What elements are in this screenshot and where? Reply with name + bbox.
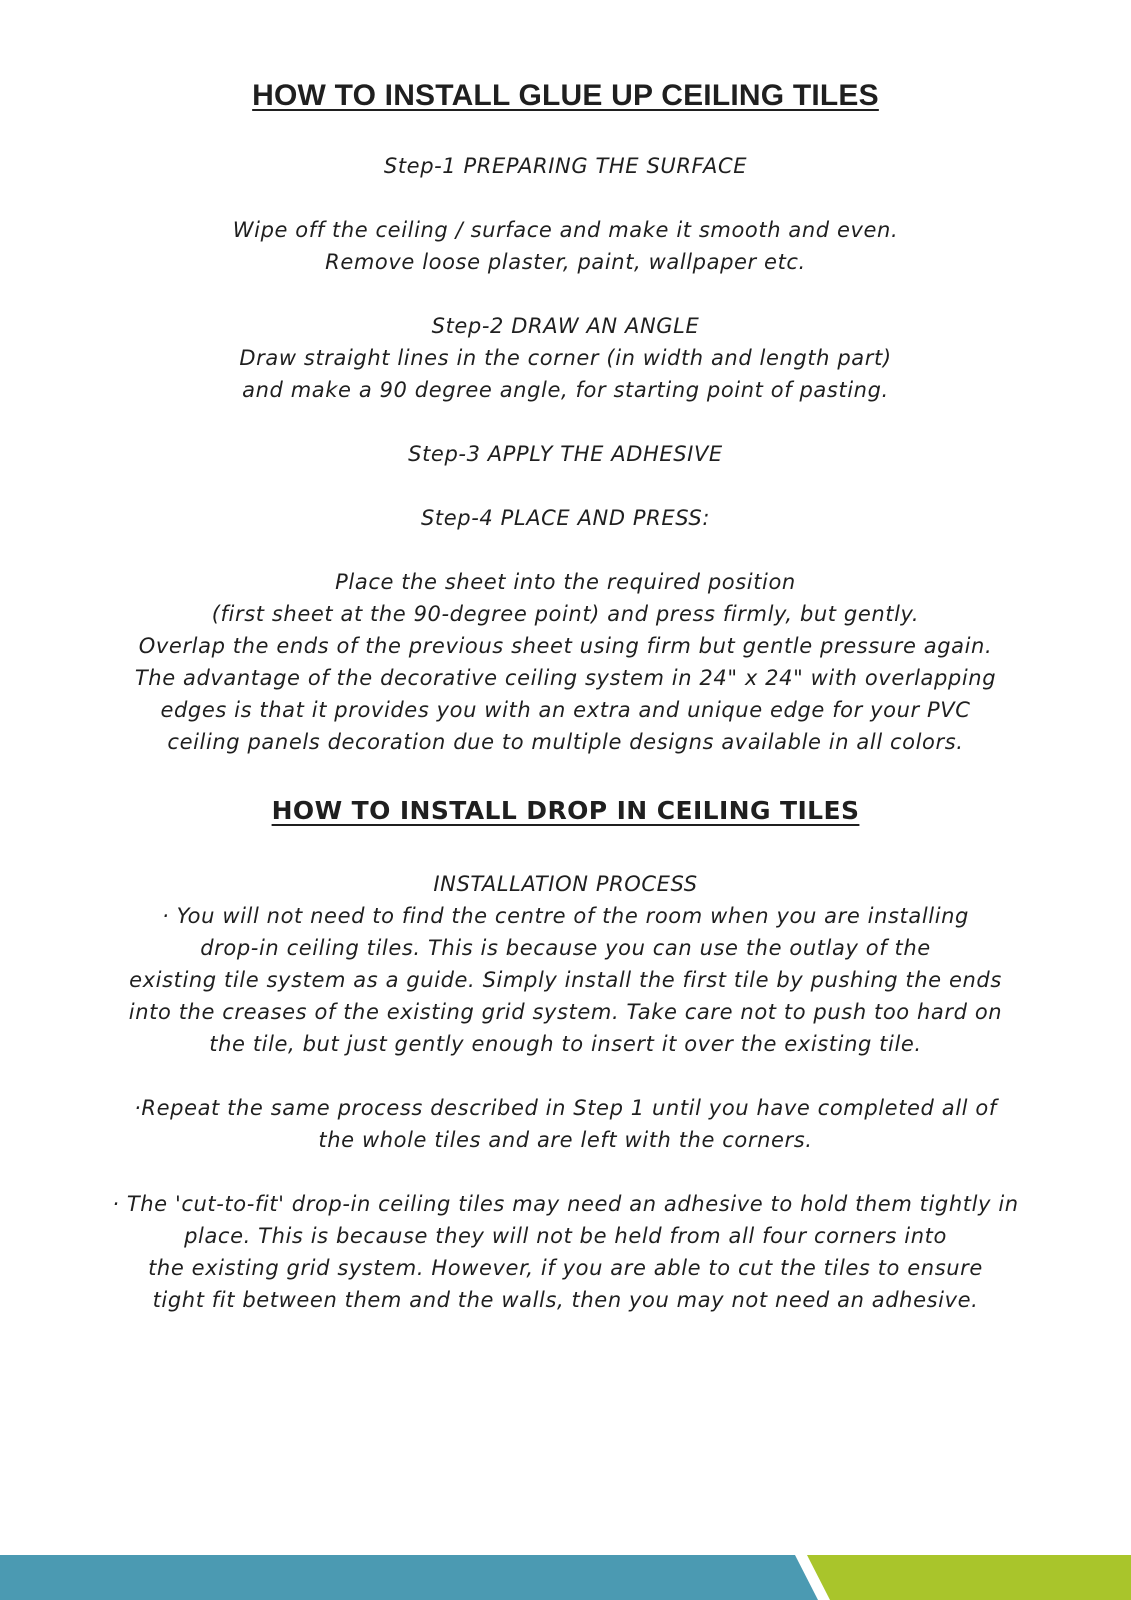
drop-in-para1-line: · You will not need to find the centre of the room when you are installing [162,904,969,928]
footer-green-stripe [807,1555,1131,1600]
step1-body-line: Remove loose plaster, paint, wallpaper etc. [325,250,806,274]
drop-in-para2-line: ·Repeat the same process described in Step 1 until you have completed all of [134,1096,997,1120]
drop-in-para2-line: the whole tiles and are left with the corners. [318,1128,813,1152]
step4-body-line: edges is that it provides you with an extra and unique edge for your PVC [160,698,971,722]
step3-heading: Step-3 APPLY THE ADHESIVE [408,442,723,466]
drop-in-para3-line: the existing grid system. However, if you are able to cut the tiles to ensure [148,1256,983,1280]
drop-in-para1-line: existing tile system as a guide. Simply install the first tile by pushing the ends [129,968,1002,992]
drop-in-para1-line: the tile, but just gently enough to insert it over the existing tile. [209,1032,922,1056]
drop-in-para1-line: into the creases of the existing grid system. Take care not to push too hard on [128,1000,1003,1024]
drop-in-section-title-text: HOW TO INSTALL DROP IN CEILING TILES [271,796,860,825]
step2-body-line: Draw straight lines in the corner (in width and length part) [239,346,892,370]
step4-body-line: (first sheet at the 90-degree point) and press firmly, but gently. [211,602,920,626]
drop-in-para1-line: drop-in ceiling tiles. This is because you can use the outlay of the [200,936,931,960]
step2-body-line: and make a 90 degree angle, for starting point of pasting. [242,378,889,402]
step1-body-line: Wipe off the ceiling / surface and make it smooth and even. [232,218,899,242]
footer-blue-stripe [0,1555,818,1600]
footer-color-band [0,1555,1131,1600]
page-title-text: HOW TO INSTALL GLUE UP CEILING TILES [252,79,879,112]
installation-process-heading: INSTALLATION PROCESS [433,872,698,896]
drop-in-section-title [0,795,1131,827]
step4-heading: Step-4 PLACE AND PRESS: [421,506,710,530]
step4-body-line: The advantage of the decorative ceiling system in 24" x 24" with overlapping [134,666,997,690]
step1-heading: Step-1 PREPARING THE SURFACE [383,154,748,178]
step2-heading: Step-2 DRAW AN ANGLE [431,314,700,338]
footer-band-graphic [0,1555,1131,1600]
step4-body-line: ceiling panels decoration due to multiple designs available in all colors. [167,730,964,754]
drop-in-para3-line: · The 'cut-to-fit' drop-in ceiling tiles may need an adhesive to hold them tightly in [112,1192,1019,1216]
step4-body-line: Overlap the ends of the previous sheet using firm but gentle pressure again. [138,634,993,658]
page-title [0,78,1131,114]
step4-body-line: Place the sheet into the required position [335,570,796,594]
drop-in-para3-line: tight fit between them and the walls, then you may not need an adhesive. [152,1288,979,1312]
drop-in-para3-line: place. This is because they will not be held from all four corners into [184,1224,947,1248]
